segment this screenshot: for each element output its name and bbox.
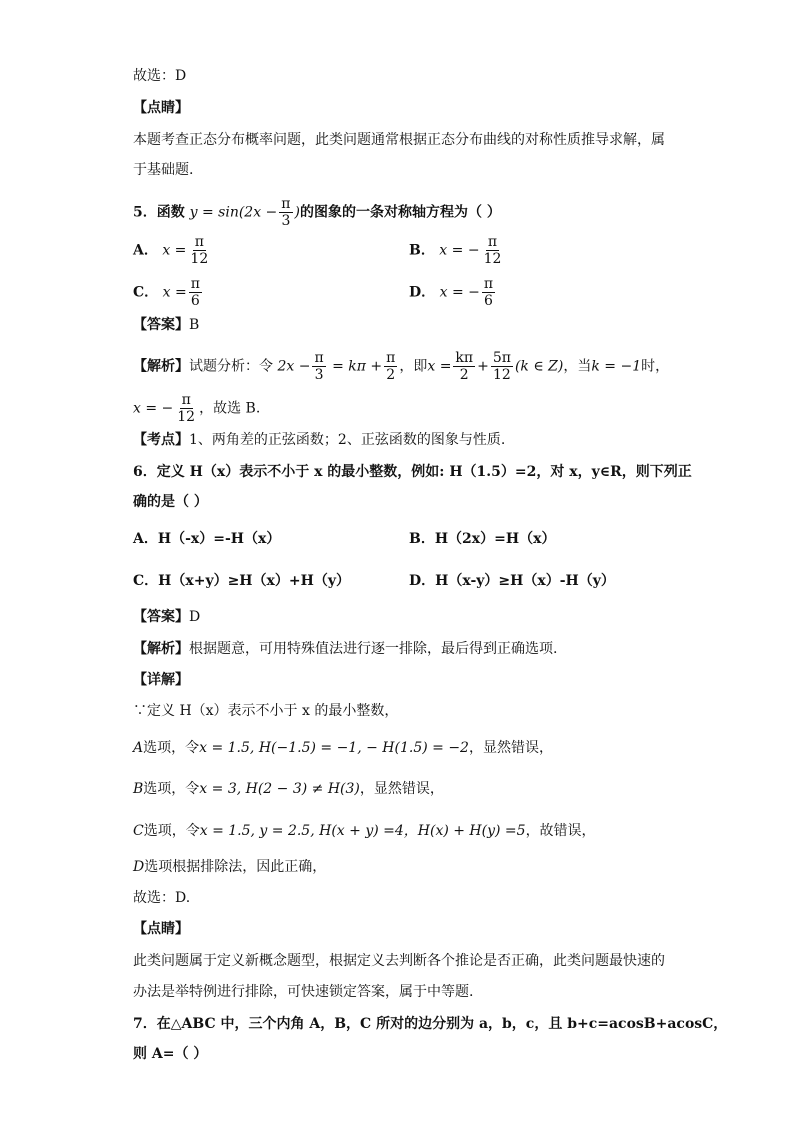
q5-jiexi-frac1 (312, 350, 325, 383)
q5-jiexi-f1d: 3 (314, 367, 324, 383)
q5-jiexi-l2-fd: 12 (177, 409, 196, 425)
q5-answer-value: B (189, 317, 200, 333)
q5-jiexi-f4d: 12 (492, 367, 511, 383)
q5-option-b-num: π (487, 234, 498, 250)
q6-detail-b-letter: B (133, 781, 144, 797)
q6-detail-b-prefix: 选项，令 (143, 781, 200, 797)
prev-choice: 故选：D (133, 68, 187, 84)
q5-option-a-frac (188, 234, 210, 267)
q5-option-d (409, 276, 497, 309)
q5-jiexi-f4n: 5π (492, 350, 511, 366)
q6-jiexi-tag: 【解析】 (133, 641, 189, 657)
q5-func-a: y = sin(2x − (189, 204, 278, 221)
q6-detail-c (133, 821, 596, 841)
q6-detail-a-suffix: ，显然错误， (468, 740, 553, 756)
q6-detail-b-math: x = 3, H(2 − 3) ≠ H(3) (199, 781, 360, 797)
dianjing-text-1: 本题考查正态分布概率问题，此类问题通常根据正态分布曲线的对称性质推导求解，属 (133, 132, 665, 148)
q6-detail-d (133, 857, 326, 877)
q5-option-c (133, 276, 204, 309)
q5-option-a-den: 12 (190, 251, 209, 267)
q6-detail-b (133, 779, 444, 799)
q6-detail-c-letter: C (133, 823, 144, 839)
q6-detail-a-math: x = 1.5, H(−1.5) = −1, − H(1.5) = −2 (199, 740, 469, 756)
q5-jiexi-l2-end: ，故选 B. (199, 400, 261, 417)
q6-choice: 故选：D. (133, 890, 191, 906)
q6-dianjing-text-1: 此类问题属于定义新概念题型，根据定义去判断各个推论是否正确，此类问题最快速的 (133, 953, 665, 969)
q6-detail-c-math: x = 1.5, y = 2.5, H(x + y) =4，H(x) + H(y) =5 (199, 823, 526, 839)
q7-stem-1: 7．在△ABC 中，三个内角 A，B，C 所对的边分别为 a，b，c，且 b+c=acosB+acosC， (133, 1016, 728, 1032)
q5-option-c-label: C． (133, 284, 159, 301)
q5-jiexi-f2d: 2 (386, 367, 396, 383)
q6-detail-a (133, 738, 553, 758)
q5-jiexi-f3n: kπ (455, 350, 474, 366)
q5-jiexi-m4: (k ∈ Z) (514, 358, 564, 375)
q6-detail-d-letter: D (133, 859, 145, 875)
q5-option-d-lhs: x = − (439, 284, 480, 301)
q5-option-a (133, 234, 212, 267)
q6-answer-value: D (189, 609, 201, 625)
q5-jiexi-mid: ，即 (399, 358, 428, 375)
q5-jiexi-text: 试题分析：令 (189, 358, 273, 375)
q5-jiexi-line2 (133, 392, 260, 425)
q5-jiexi-tag: 【解析】 (133, 358, 189, 375)
q6-option-a: A．H（-x）=-H（x） (133, 531, 281, 547)
q5-option-b-lhs: x = − (439, 242, 480, 259)
q5-number: 5． (133, 204, 157, 221)
q5-jiexi-m1: 2x − (277, 358, 311, 375)
q5-option-a-num: π (194, 234, 204, 250)
q6-jiexi (133, 639, 557, 659)
q5-kaodian (133, 430, 505, 450)
q5-answer-tag: 【答案】 (133, 317, 189, 333)
q6-xiangjie-tag: 【详解】 (133, 672, 189, 688)
q5-jiexi-m3: x = (427, 358, 452, 375)
q5-jiexi-when: ，当 (563, 358, 592, 375)
dianjing-text-2: 于基础题. (133, 162, 194, 178)
q6-detail-c-prefix: 选项，令 (143, 823, 200, 839)
q5-jiexi-plus: + (477, 358, 489, 375)
q6-detail-1: ∵定义 H（x）表示不小于 x 的最小整数， (133, 703, 399, 719)
q5-jiexi-l2-math: x = − (133, 400, 174, 417)
q5-stem-prefix: 函数 (156, 204, 185, 221)
q5-jiexi-l2-frac (175, 392, 197, 425)
q5-jiexi-frac2 (384, 350, 397, 383)
q5-option-d-frac (482, 276, 495, 309)
q5-option-b (409, 234, 505, 267)
q6-detail-d-text: 选项根据排除法，因此正确， (144, 859, 327, 875)
q6-detail-a-letter: A (133, 740, 144, 756)
q6-dianjing-tag: 【点睛】 (133, 921, 189, 937)
q6-answer (133, 607, 200, 627)
q5-jiexi-frac4 (491, 350, 513, 383)
q6-detail-b-suffix: ，显然错误， (359, 781, 444, 797)
q6-option-c: C．H（x+y）≥H（x）+H（y） (133, 573, 350, 589)
q5-option-b-label: B． (409, 242, 435, 259)
q5-func-frac-den: 3 (281, 213, 291, 229)
q5-jiexi-shi: 时， (641, 358, 670, 375)
q5-jiexi-m2: = kπ + (332, 358, 383, 375)
q5-func-b: ) (294, 204, 300, 221)
q5-func-frac-num: π (281, 196, 291, 212)
q6-dianjing-text-2: 办法是举特例进行排除，可快速锁定答案，属于中等题. (133, 984, 474, 1000)
q6-jiexi-text: 根据题意，可用特殊值法进行逐一排除，最后得到正确选项. (189, 641, 558, 657)
q5-option-d-num: π (483, 276, 494, 292)
q5-option-b-frac (482, 234, 504, 267)
q5-option-a-label: A． (133, 242, 158, 259)
q6-answer-tag: 【答案】 (133, 609, 189, 625)
q6-detail-c-suffix: ，故错误， (525, 823, 596, 839)
q5-jiexi (133, 350, 669, 383)
q7-stem-2: 则 A=（ ） (133, 1046, 208, 1062)
q5-jiexi-m5: k = −1 (591, 358, 642, 375)
q5-answer (133, 315, 199, 335)
q5-kaodian-text: 1、两角差的正弦函数；2、正弦函数的图象与性质. (189, 432, 506, 448)
q5-option-b-den: 12 (483, 251, 502, 267)
q5-jiexi-l2-fn: π (181, 392, 191, 408)
q6-stem-2: 确的是（ ） (133, 494, 208, 510)
q5-jiexi-f3d: 2 (459, 367, 469, 383)
q5-option-d-label: D． (409, 284, 436, 301)
q5-option-d-den: 6 (484, 293, 493, 309)
q6-option-b: B．H（2x）=H（x） (409, 531, 556, 547)
q5-jiexi-frac3 (453, 350, 475, 383)
q5-option-a-lhs: x = (162, 242, 187, 259)
q5-option-c-frac (189, 276, 202, 309)
q6-detail-a-prefix: 选项，令 (143, 740, 200, 756)
q5-stem-suffix: 的图象的一条对称轴方程为（ ） (299, 204, 501, 221)
q5-stem (133, 196, 501, 229)
q6-option-d: D．H（x-y）≥H（x）-H（y） (409, 573, 615, 589)
q5-jiexi-f1n: π (314, 350, 324, 366)
q5-func-frac (279, 196, 292, 229)
q5-option-c-num: π (190, 276, 200, 292)
q6-stem-1: 6．定义 H（x）表示不小于 x 的最小整数，例如: H（1.5）=2，对 x，y∈R，则下列正 (133, 464, 692, 480)
q5-option-c-lhs: x = (162, 284, 187, 301)
q5-option-c-den: 6 (190, 293, 200, 309)
q5-jiexi-f2n: π (386, 350, 396, 366)
q5-kaodian-tag: 【考点】 (133, 432, 189, 448)
dianjing-tag: 【点睛】 (133, 100, 189, 116)
